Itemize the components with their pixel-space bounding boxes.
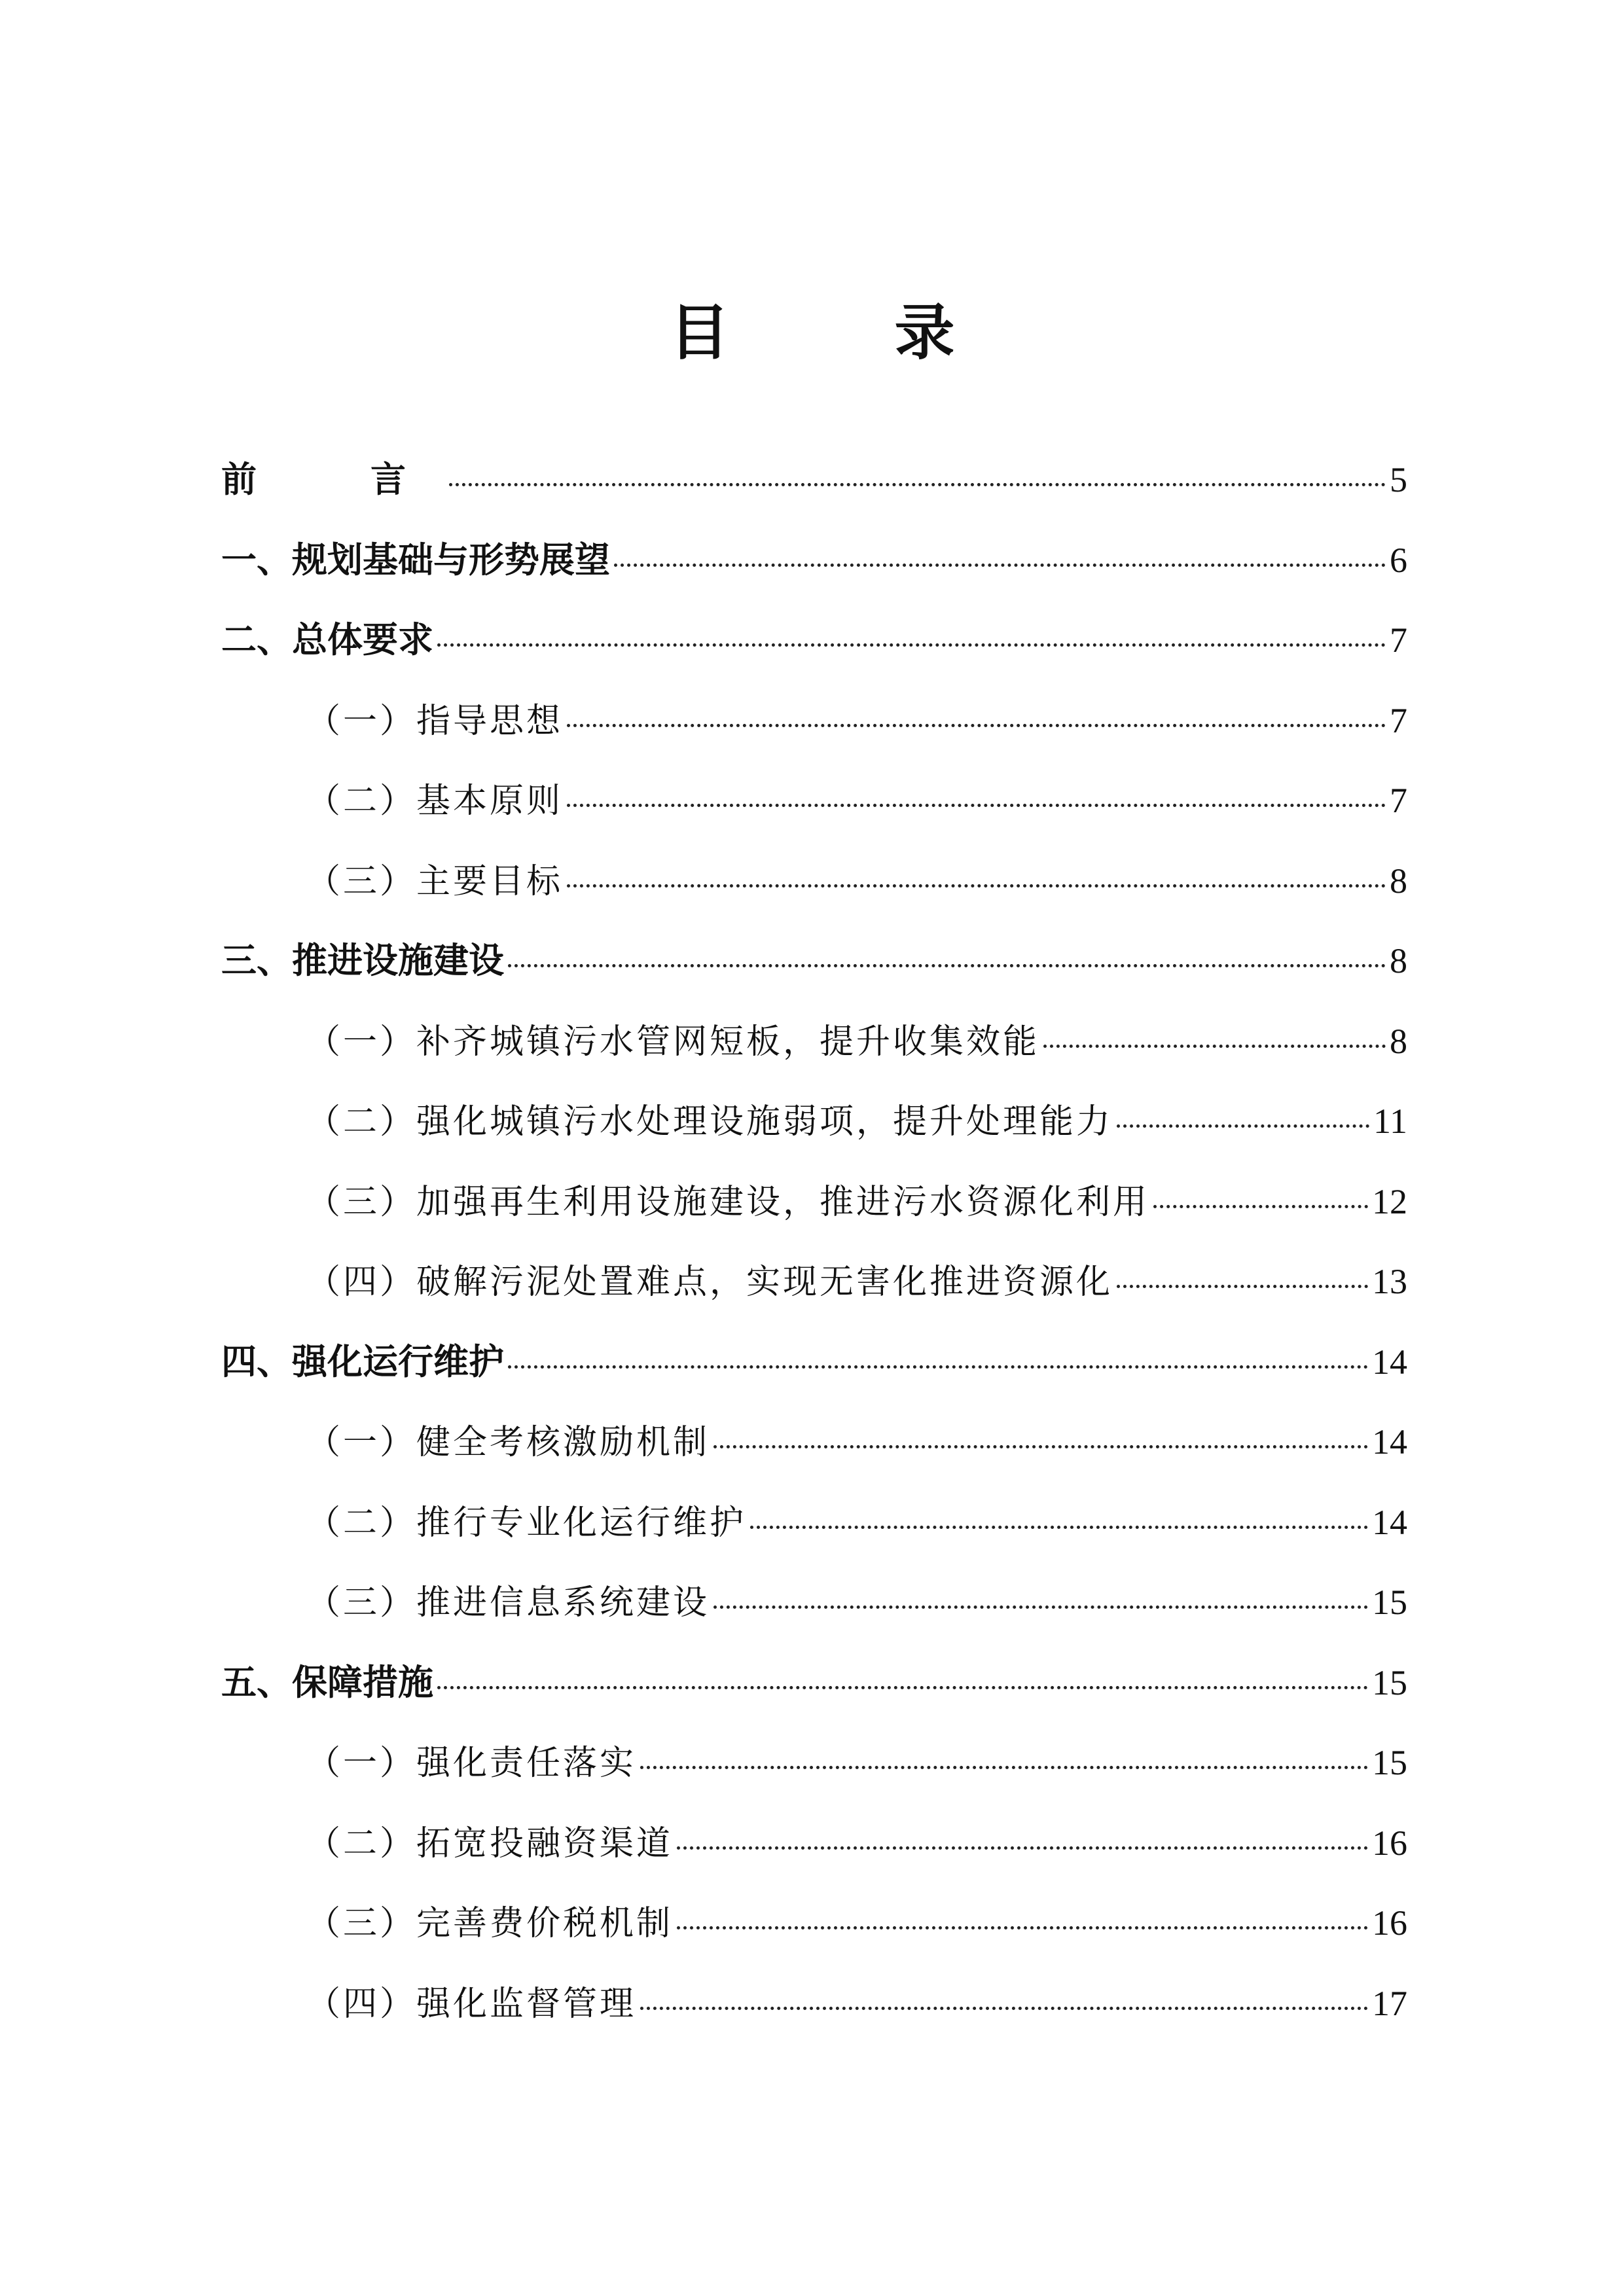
toc-entry-title: 前 言 xyxy=(221,459,445,500)
toc-page-number: 6 xyxy=(1390,540,1407,580)
toc-entry-section-3-4[interactable] xyxy=(221,1242,1407,1322)
toc-entry-title: （一）补齐城镇污水管网短板，提升收集效能 xyxy=(306,1022,1040,1062)
dot-leader xyxy=(567,724,1386,727)
toc-page-number: 16 xyxy=(1372,1823,1407,1863)
toc-entry-chapter-4[interactable] xyxy=(221,1322,1407,1403)
dot-leader xyxy=(677,1926,1368,1929)
toc-entry-section-2-1[interactable] xyxy=(221,681,1407,761)
toc-page-number: 16 xyxy=(1372,1903,1407,1943)
dot-leader xyxy=(1043,1045,1386,1048)
toc-entry-section-3-2[interactable] xyxy=(221,1081,1407,1162)
toc-page-number: 7 xyxy=(1390,781,1407,820)
dot-leader xyxy=(567,884,1386,888)
toc-entry-section-2-2[interactable] xyxy=(221,761,1407,841)
dot-leader xyxy=(677,1846,1368,1850)
toc-page-number: 7 xyxy=(1390,700,1407,740)
dot-leader xyxy=(508,1365,1368,1369)
toc-entry-title: （四）强化监督管理 xyxy=(306,1984,637,2024)
toc-entry-title: （二）强化城镇污水处理设施弱项，提升处理能力 xyxy=(306,1102,1113,1141)
table-of-contents xyxy=(221,440,1407,2043)
dot-leader xyxy=(640,2007,1368,2010)
dot-leader xyxy=(1153,1205,1368,1208)
dot-leader xyxy=(614,564,1386,567)
dot-leader xyxy=(713,1445,1368,1448)
toc-entry-title: （二）基本原则 xyxy=(306,781,564,821)
toc-entry-section-5-4[interactable] xyxy=(221,1964,1407,2044)
toc-page-number: 12 xyxy=(1372,1181,1407,1221)
toc-page-number: 14 xyxy=(1372,1342,1407,1382)
toc-entry-section-4-1[interactable] xyxy=(221,1402,1407,1482)
toc-entry-title: 四、强化运行维护 xyxy=(221,1340,504,1382)
toc-page-number: 14 xyxy=(1372,1422,1407,1462)
page-title: 目 录 xyxy=(669,296,1007,368)
toc-page-number: 13 xyxy=(1372,1262,1407,1301)
toc-entry-title: 三、推进设施建设 xyxy=(221,940,504,981)
dot-leader xyxy=(437,1686,1368,1689)
toc-page-number: 7 xyxy=(1390,620,1407,660)
toc-page-number: 14 xyxy=(1372,1502,1407,1542)
dot-leader xyxy=(713,1605,1368,1609)
toc-page-number: 8 xyxy=(1390,1021,1407,1061)
dot-leader xyxy=(1117,1124,1369,1128)
toc-entry-preface[interactable] xyxy=(221,440,1407,520)
toc-entry-title: （一）强化责任落实 xyxy=(306,1744,637,1783)
toc-entry-title: （三）完善费价税机制 xyxy=(306,1904,674,1943)
toc-entry-title: （二）推行专业化运行维护 xyxy=(306,1503,747,1543)
toc-entry-chapter-2[interactable] xyxy=(221,600,1407,681)
toc-page-number: 8 xyxy=(1390,861,1407,901)
toc-page-number: 17 xyxy=(1372,1983,1407,2023)
toc-entry-section-3-1[interactable] xyxy=(221,1001,1407,1082)
toc-entry-chapter-1[interactable] xyxy=(221,520,1407,601)
toc-entry-title: （二）拓宽投融资渠道 xyxy=(306,1823,674,1863)
toc-entry-section-2-3[interactable] xyxy=(221,841,1407,922)
toc-entry-title: 五、保障措施 xyxy=(221,1661,433,1703)
toc-entry-title: （四）破解污泥处置难点，实现无害化推进资源化 xyxy=(306,1263,1113,1302)
toc-entry-chapter-5[interactable] xyxy=(221,1643,1407,1723)
dot-leader xyxy=(437,643,1386,647)
toc-entry-title: 二、总体要求 xyxy=(221,619,433,660)
dot-leader xyxy=(1117,1285,1368,1288)
toc-page-number: 5 xyxy=(1390,460,1407,499)
toc-page-number: 15 xyxy=(1372,1583,1407,1622)
dot-leader xyxy=(567,804,1386,807)
toc-page-number: 11 xyxy=(1373,1102,1407,1141)
toc-entry-title: （一）健全考核激励机制 xyxy=(306,1423,710,1462)
toc-page-number: 8 xyxy=(1390,941,1407,980)
toc-entry-section-5-3[interactable] xyxy=(221,1883,1407,1964)
toc-entry-section-4-3[interactable] xyxy=(221,1562,1407,1643)
toc-entry-title: （三）推进信息系统建设 xyxy=(306,1583,710,1623)
toc-entry-title: （三）加强再生利用设施建设，推进污水资源化利用 xyxy=(306,1182,1150,1222)
toc-entry-section-5-1[interactable] xyxy=(221,1723,1407,1803)
toc-entry-section-4-2[interactable] xyxy=(221,1482,1407,1563)
toc-entry-title: 一、规划基础与形势展望 xyxy=(221,539,610,581)
dot-leader xyxy=(449,483,1386,486)
toc-entry-title: （三）主要目标 xyxy=(306,861,564,901)
toc-entry-title: （一）指导思想 xyxy=(306,701,564,741)
toc-entry-chapter-3[interactable] xyxy=(221,921,1407,1001)
toc-page-number: 15 xyxy=(1372,1743,1407,1782)
dot-leader xyxy=(508,964,1386,967)
toc-entry-section-3-3[interactable] xyxy=(221,1162,1407,1242)
dot-leader xyxy=(640,1766,1368,1769)
toc-entry-section-5-2[interactable] xyxy=(221,1803,1407,1884)
toc-page-number: 15 xyxy=(1372,1662,1407,1702)
dot-leader xyxy=(750,1526,1368,1529)
